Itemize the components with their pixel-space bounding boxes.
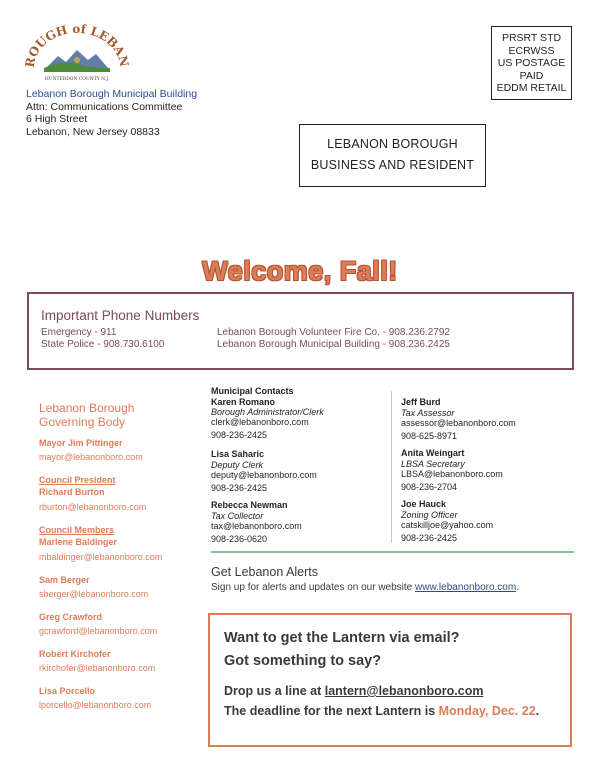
- council-president-email: rburton@lebanonboro.com: [39, 502, 147, 512]
- contact-role: Borough Administrator/Clerk: [211, 407, 324, 418]
- lantern-email-link[interactable]: lantern@lebanonboro.com: [324, 684, 484, 698]
- contact-email: assessor@lebanonboro.com: [401, 418, 516, 429]
- contact-phone: 908-236-2425: [211, 429, 268, 440]
- cta-deadline: [224, 703, 564, 720]
- contact-phone: 908-236-0620: [211, 533, 268, 544]
- member-email: gcrawford@lebanonboro.com: [39, 626, 158, 636]
- member-name: Sam Berger: [39, 575, 90, 585]
- postage-line: EDDM RETAIL: [496, 82, 567, 95]
- alerts-title: Get Lebanon Alerts: [211, 565, 319, 579]
- cta-drop-line: [224, 683, 483, 700]
- contact-phone: 908-236-2425: [401, 532, 458, 543]
- member-email: mbaldinger@lebanonboro.com: [39, 552, 163, 562]
- member-name: Marlene Baldinger: [39, 537, 118, 547]
- cta-drop-text: Drop us a line at: [224, 684, 325, 698]
- recipient-line: LEBANON BOROUGH: [327, 137, 458, 151]
- recipient-line: BUSINESS AND RESIDENT: [310, 158, 475, 172]
- section-divider: [211, 551, 574, 553]
- alerts-body: [211, 582, 519, 593]
- phone-numbers-title: Important Phone Numbers: [41, 308, 200, 323]
- contact-card: [401, 499, 493, 543]
- contact-name: Rebecca Newman: [211, 500, 288, 510]
- postage-line: US POSTAGE: [497, 57, 566, 70]
- contact-card: [401, 397, 516, 441]
- postage-line: ECRWSS: [508, 44, 555, 57]
- contact-phone: 908-625-8971: [401, 430, 458, 441]
- contact-email: deputy@lebanonboro.com: [211, 470, 317, 481]
- contact-card: [401, 448, 503, 492]
- mayor-email: mayor@lebanonboro.com: [39, 452, 143, 462]
- municipal-contacts-heading: Municipal Contacts: [211, 386, 294, 396]
- phone-list-left: [41, 327, 164, 350]
- column-divider: [391, 391, 392, 543]
- cta-deadline-end: .: [535, 704, 540, 718]
- cta-question: Got something to say?: [224, 653, 382, 669]
- recipient-box: [299, 124, 486, 187]
- contact-phone: 908-236-2704: [401, 481, 458, 492]
- contact-role: Zoning Officer: [401, 510, 458, 521]
- contact-email: tax@lebanonboro.com: [211, 521, 302, 532]
- return-city: Lebanon, New Jersey 08833: [26, 125, 160, 138]
- member-email: lporcello@lebanonboro.com: [39, 700, 152, 710]
- contact-email: catskilljoe@yahoo.com: [401, 520, 494, 531]
- contact-role: Deputy Clerk: [211, 460, 264, 471]
- phone-item: State Police - 908.730.6100: [41, 338, 165, 350]
- phone-item: Emergency - 911: [41, 327, 117, 338]
- alerts-body-end: .: [516, 582, 519, 593]
- postage-indicia: [491, 26, 572, 100]
- contact-phone: 908-236-2425: [211, 482, 268, 493]
- logo-arc-text: ROUGH of LEBAN: [24, 22, 130, 69]
- member-name: Greg Crawford: [39, 612, 103, 622]
- phone-item: Lebanon Borough Volunteer Fire Co. - 908.236.2792: [217, 327, 450, 338]
- contact-email: LBSA@lebanonboro.com: [401, 469, 503, 480]
- contact-name: Lisa Saharic: [211, 449, 265, 459]
- contact-card: [211, 500, 302, 544]
- governing-body: [39, 402, 199, 710]
- mayor-name: Mayor Jim Pittinger: [39, 438, 123, 448]
- cta-deadline-date: Monday, Dec. 22: [438, 704, 536, 718]
- contact-role: LBSA Secretary: [401, 459, 465, 470]
- member-name: Lisa Porcello: [39, 686, 96, 696]
- welcome-heading: Welcome, Fall!: [202, 256, 398, 286]
- cta-question: Want to get the Lantern via email?: [224, 630, 460, 646]
- website-link[interactable]: www.lebanonboro.com: [415, 582, 517, 593]
- contact-role: Tax Collector: [211, 511, 264, 522]
- member-name: Robert Kirchofer: [39, 649, 111, 659]
- postage-line: PRSRT STD: [501, 32, 562, 44]
- contact-email: clerk@lebanonboro.com: [211, 417, 309, 428]
- alerts-body-text: Sign up for alerts and updates on our website: [211, 582, 416, 593]
- contact-name: Jeff Burd: [401, 397, 441, 407]
- member-email: rkirchofer@lebanonboro.com: [39, 663, 156, 673]
- council-president-title: Council President: [39, 475, 116, 485]
- borough-logo: [24, 22, 130, 84]
- phone-item: Lebanon Borough Municipal Building - 908.236.2425: [217, 338, 450, 350]
- return-street: 6 High Street: [26, 113, 88, 126]
- cta-deadline-text: The deadline for the next Lantern is: [224, 704, 439, 718]
- contact-card: [211, 397, 324, 440]
- phone-list-right: [217, 327, 450, 350]
- council-members-title: Council Members: [39, 525, 115, 535]
- council-president-name: Richard Burton: [39, 487, 105, 497]
- contact-name: Joe Hauck: [401, 499, 447, 509]
- gov-heading: Lebanon Borough: [39, 401, 135, 415]
- return-address: [26, 88, 197, 138]
- gov-heading: Governing Body: [39, 414, 126, 429]
- return-org: Lebanon Borough Municipal Building: [26, 88, 198, 100]
- return-attn: Attn: Communications Committee: [26, 100, 183, 113]
- contact-name: Karen Romano: [211, 397, 276, 407]
- member-email: sberger@lebanonboro.com: [39, 589, 149, 599]
- lantern-cta-box: [208, 613, 572, 747]
- postage-line: PAID: [519, 69, 544, 82]
- phone-numbers-box: [27, 292, 574, 370]
- logo-sub-text: HUNTERDON COUNTY N.J.: [44, 77, 110, 82]
- contact-name: Anita Weingart: [401, 448, 465, 458]
- contact-role: Tax Assessor: [401, 408, 455, 419]
- contact-card: [211, 449, 317, 493]
